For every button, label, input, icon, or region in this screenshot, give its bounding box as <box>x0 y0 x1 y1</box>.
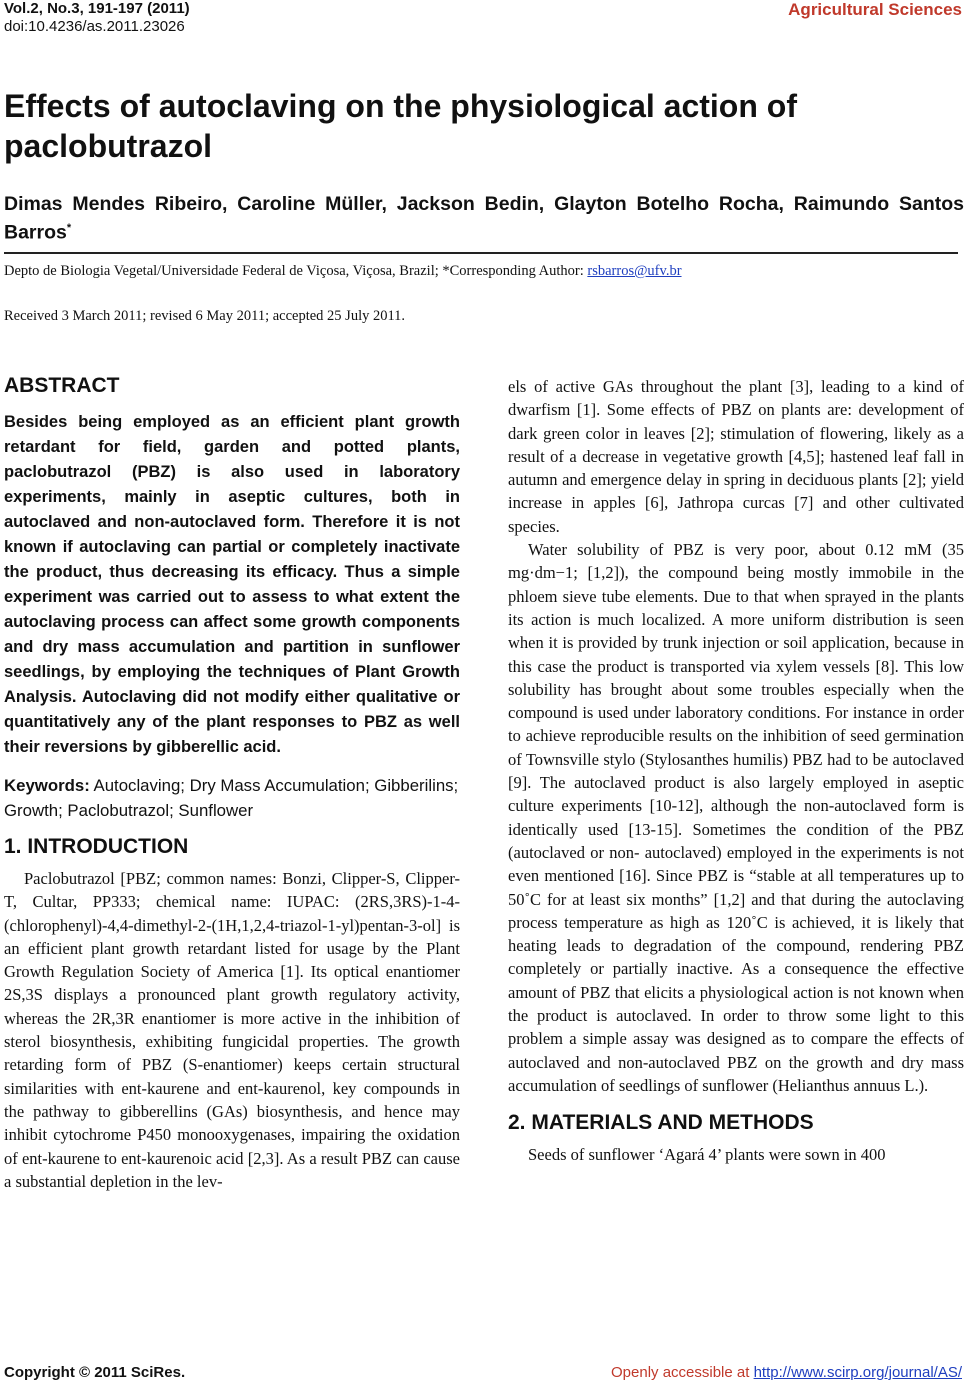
keywords-label: Keywords: <box>4 776 90 795</box>
doi: doi:10.4236/as.2011.23026 <box>4 18 185 35</box>
right-column <box>508 375 964 1167</box>
intro-paragraph-2: Water solubility of PBZ is very poor, about 0.12 mM (35 mg·dm−1; [1,2]), the compound being mostly immobile in the phloem sieve tube elements. Due to that when sprayed in the plants its action is much localized. A more uniform distribution is seen when it is provided by trunk injection or soil application, because in this case the product is transported via xylem vessels [8]. This low solubility has brought about some troubles especially when the compound is used under laboratory conditions. For instance in order to achieve reproducible results on the inhibition of seed germination of Townsville stylo (Stylosanthes humilis) PBZ had to be autoclaved [9]. The autoclaved product is also largely employed in aseptic culture experiments [10-12], although the non-autoclaved form is identically used [13-15]. Sometimes the condition of the PBZ (autoclaved or non- autoclaved) employed in the experiments is not even mentioned [16]. Since PBZ is “stable at all temperatures up to 50˚C for at least six months” [1,2] and that during the autoclaving process temperature as high as 120˚C is achieved, it is likely that heating leads to degradation of the compound, rendering PBZ completely or partially inactive. As a consequence the effective amount of PBZ that elicits a physiological action is not known when the product is autoclaved. In order to throw some light to this problem a simple assay was designed as to compare the effects of autoclaved and non-autoclaved PBZ on the growth and dry mass accumulation of seedlings of sunflower (Helianthus annuus L.). <box>508 540 964 1095</box>
affiliation <box>4 262 682 280</box>
affiliation-text: Depto de Biologia Vegetal/Universidade Federal de Viçosa, Viçosa, Brazil; *Corresponding Author: <box>4 263 588 279</box>
intro-heading: 1. INTRODUCTION <box>4 835 189 858</box>
abstract-heading: ABSTRACT <box>4 374 120 397</box>
abstract-text: Besides being employed as an efficient plant growth retardant for field, garden and potted plants, paclobutrazol (PBZ) is also used in laboratory experiments, mainly in aseptic cultures, both in autoclaved and non-autoclaved form. Therefore it is not known if autoclaving can partial or completely inactivate the product, thus decreasing its efficacy. Thus a simple experiment was carried out to assess to what extent the autoclaving process can affect some growth components and dry mass accumulation and partition in sunflower seedlings, by employing the techniques of Plant Growth Analysis. Autoclaving did not modify either qualitative or quantitatively any of the plant responses to PBZ as well their reversions by gibberellic acid. <box>4 413 460 756</box>
methods-heading: 2. MATERIALS AND METHODS <box>508 1111 814 1135</box>
header-divider <box>4 252 958 254</box>
volume-info: Vol.2, No.3, 191-197 (2011) <box>4 0 190 17</box>
corresponding-mark: * <box>66 222 72 234</box>
journal-name: Agricultural Sciences <box>788 0 962 19</box>
keywords <box>4 773 460 823</box>
journal-url-link[interactable]: http://www.scirp.org/journal/AS/ <box>753 1364 962 1381</box>
authors-text: Dimas Mendes Ribeiro, Caroline Müller, Jackson Bedin, Glayton Botelho Rocha, Raimundo Santos Barros <box>4 193 964 244</box>
keywords-text: Autoclaving; Dry Mass Accumulation; Gibberilins; Growth; Paclobutrazol; Sunflower <box>4 776 459 820</box>
open-access-text: Openly accessible at <box>611 1364 754 1381</box>
received-dates: Received 3 March 2011; revised 6 May 2011; accepted 25 July 2011. <box>4 308 406 324</box>
article-title: Effects of autoclaving on the physiological action of paclobutrazol <box>4 88 797 164</box>
running-header <box>4 0 190 36</box>
methods-paragraph-1: Seeds of sunflower ‘Agará 4’ plants were sown in 400 <box>528 1145 886 1165</box>
email-link[interactable]: rsbarros@ufv.br <box>587 263 682 279</box>
intro-paragraph-1-continued: els of active GAs throughout the plant [3], leading to a kind of dwarfism [1]. Some effects of PBZ on plants are: development of dark green color in leaves [2]; stimulation of flowering, likely as a result of a decrease in vegetative growth [4,5]; hastened leaf fall in autumn and emergence delay in spring in deciduous plants [2]; yield increase in apples [6], Jathropa curcas [7] and other cultivated species. <box>508 377 964 536</box>
open-access-note <box>611 1364 962 1381</box>
intro-paragraph-1: Paclobutrazol [PBZ; common names: Bonzi, Clipper-S, Clipper-T, Cultar, PP333; chemical name: IUPAC: (2RS,3RS)-1-4-(chlorophenyl)-4,4-dimethyl-2-(1H,1,2,4-triazol-1-yl)pentan-3-ol] is an efficient plant growth retardant listed for usage by the Plant Growth Regulation Society of America [1]. Its optical enantiomer 2S,3S displays a pronounced plant growth regulatory activity, whereas the 2R,3R enantiomer is more active in the inhibition of sterol biosynthesis, exhibiting fungicidal properties. The growth retarding form of PBZ (S-enantiomer) keeps certain structural similarities with ent-kaurene and ent-kaurenol, key compounds in the pathway to gibberellins (GAs) biosynthesis, and hence may inhibit cytochrome P450 monooxygenases, impairing the oxidation of ent-kaurene to ent-kaurenoic acid [2,3]. As a result PBZ can cause a substantial depletion in the lev- <box>4 869 460 1191</box>
author-list <box>4 192 964 245</box>
copyright: Copyright © 2011 SciRes. <box>4 1364 186 1381</box>
left-column <box>4 372 460 1193</box>
